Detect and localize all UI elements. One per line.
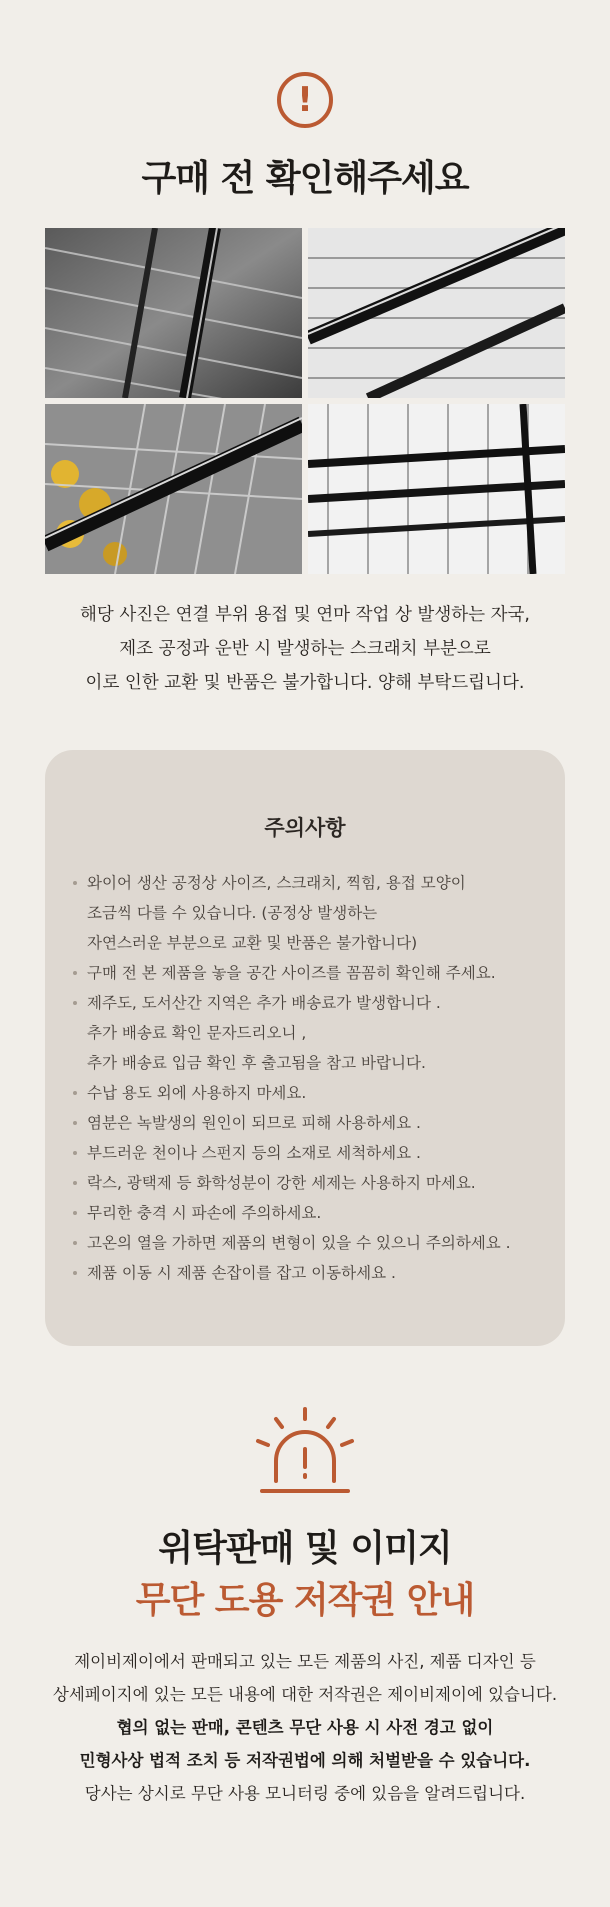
bullet-icon <box>73 1001 77 1005</box>
bullet-icon <box>73 1271 77 1275</box>
list-item-text: 자연스러운 부분으로 교환 및 반품은 불가합니다) <box>87 934 418 952</box>
notice-list <box>73 868 553 1288</box>
notice-title: 주의사항 <box>264 816 346 840</box>
list-item-text: 추가 배송료 확인 문자드리오니 , <box>87 1024 307 1042</box>
intro-line: 제조 공정과 운반 시 발생하는 스크래치 부분으로 <box>119 639 491 659</box>
bullet-icon <box>73 1121 77 1125</box>
list-item-text: 고온의 열을 가하면 제품의 변형이 있을 수 있으니 주의하세요 . <box>87 1234 511 1252</box>
bullet-icon <box>73 1091 77 1095</box>
bullet-icon <box>73 1241 77 1245</box>
list-item-text: 추가 배송료 입금 확인 후 출고됨을 참고 바랍니다. <box>87 1054 426 1072</box>
list-item-text: 부드러운 천이나 스펀지 등의 소재로 세척하세요 . <box>87 1144 421 1162</box>
intro-text <box>30 598 580 700</box>
list-item <box>73 958 553 988</box>
list-item <box>73 1168 553 1198</box>
list-item <box>73 1198 553 1228</box>
list-item-text: 조금씩 다를 수 있습니다. (공정상 발생하는 <box>87 904 378 922</box>
copyright-title-line1: 위탁판매 및 이미지 <box>158 1528 452 1569</box>
copyright-line-bold: 협의 없는 판매, 콘텐츠 무단 사용 시 사전 경고 없이 <box>116 1718 494 1737</box>
bullet-icon <box>73 1151 77 1155</box>
bullet-icon <box>73 971 77 975</box>
intro-line: 이로 인한 교환 및 반품은 불가합니다. 양해 부탁드립니다. <box>85 673 525 693</box>
list-item-text: 염분은 녹발생의 원인이 되므로 피해 사용하세요 . <box>87 1114 421 1132</box>
bullet-icon <box>73 1181 77 1185</box>
list-item-text: 제품 이동 시 제품 손잡이를 잡고 이동하세요 . <box>87 1264 396 1282</box>
list-item <box>73 1108 553 1138</box>
list-item <box>73 988 553 1078</box>
bullet-icon <box>73 881 77 885</box>
list-item <box>73 1228 553 1258</box>
list-item <box>73 1078 553 1108</box>
welded-frame-joint-photo <box>45 228 302 398</box>
copyright-line: 제이비제이에서 판매되고 있는 모든 제품의 사진, 제품 디자인 등 <box>74 1652 536 1671</box>
page-title: 구매 전 확인해주세요 <box>141 158 469 199</box>
copyright-text <box>20 1645 590 1810</box>
list-item-text: 수납 용도 외에 사용하지 마세요. <box>87 1084 307 1102</box>
bar-over-yellow-grid-photo <box>45 404 302 574</box>
list-item <box>73 868 553 958</box>
intro-line: 해당 사진은 연결 부위 용접 및 연마 작업 상 발생하는 자국, <box>79 605 530 625</box>
bullet-icon <box>73 1211 77 1215</box>
alarm-siren-icon <box>252 1405 358 1497</box>
copyright-line: 상세페이지에 있는 모든 내용에 대한 저작권은 제이비제이에 있습니다. <box>52 1685 558 1704</box>
exclamation-circle-icon: ! <box>277 72 333 128</box>
copyright-title-line2: 무단 도용 저작권 안내 <box>135 1580 475 1621</box>
bars-on-rack-photo <box>308 404 565 574</box>
list-item <box>73 1138 553 1168</box>
list-item-text: 구매 전 본 제품을 놓을 공간 사이즈를 꼼꼼히 확인해 주세요. <box>87 964 496 982</box>
product-photo-grid <box>45 228 565 574</box>
list-item <box>73 1258 553 1288</box>
scratched-bar-closeup-photo <box>308 228 565 398</box>
notice-box <box>45 750 565 1346</box>
list-item-text: 락스, 광택제 등 화학성분이 강한 세제는 사용하지 마세요. <box>87 1174 476 1192</box>
list-item-text: 무리한 충격 시 파손에 주의하세요. <box>87 1204 322 1222</box>
copyright-line: 당사는 상시로 무단 사용 모니터링 중에 있음을 알려드립니다. <box>84 1784 526 1803</box>
list-item-text: 제주도, 도서산간 지역은 추가 배송료가 발생합니다 . <box>87 994 441 1012</box>
copyright-line-bold: 민형사상 법적 조치 등 저작권법에 의해 처벌받을 수 있습니다. <box>79 1751 531 1770</box>
list-item-text: 와이어 생산 공정상 사이즈, 스크래치, 찍힘, 용접 모양이 <box>87 874 466 892</box>
